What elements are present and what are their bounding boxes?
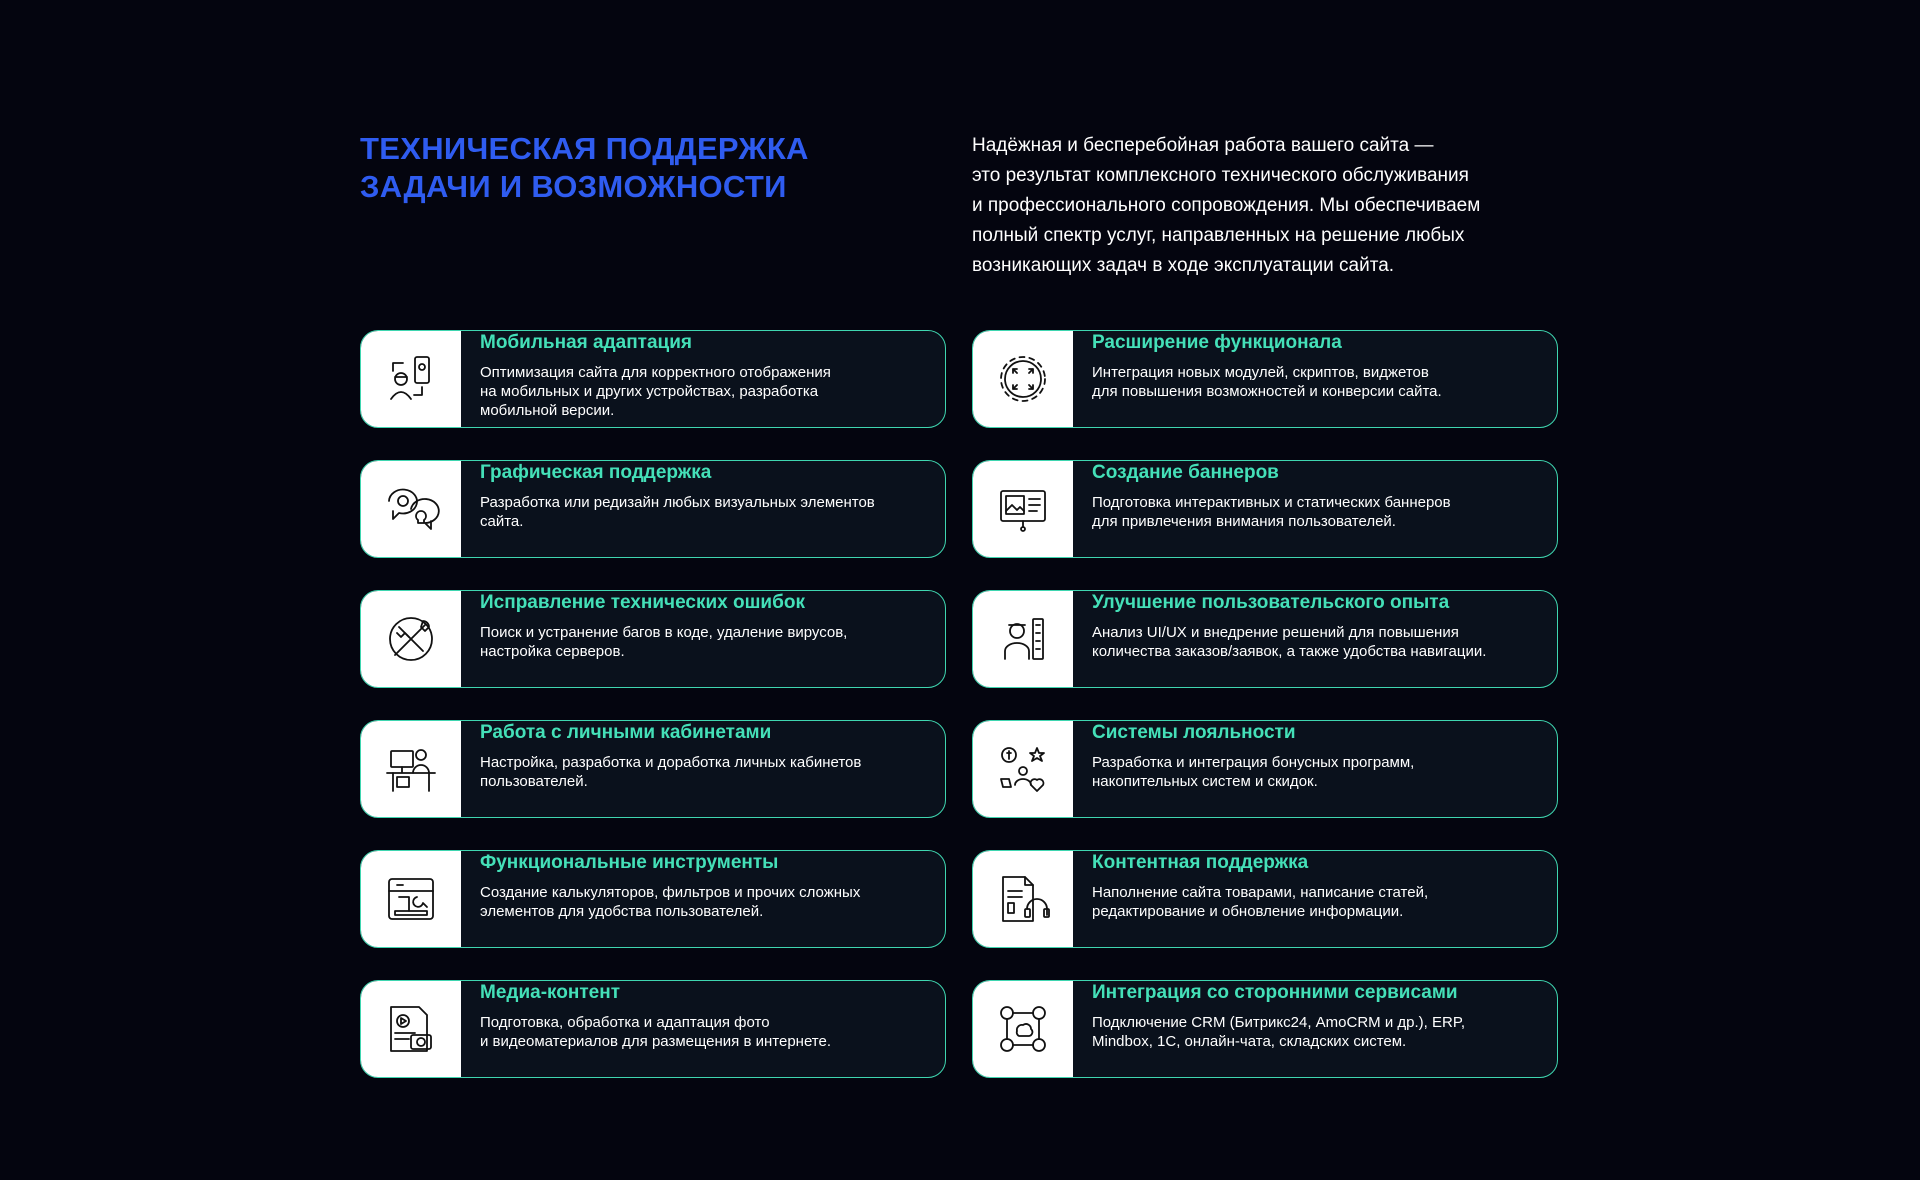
card-description-line: Подключение CRM (Битрикс24, AmoCRM и др.), ERP,	[1092, 1014, 1466, 1031]
intro-line: Надёжная и бесперебойная работа вашего сайта —	[972, 135, 1434, 156]
workstation-user-icon	[361, 721, 461, 817]
card-description	[480, 623, 931, 661]
card-description	[480, 1013, 931, 1051]
card-description	[480, 363, 931, 420]
card-title: Системы лояльности	[1092, 722, 1296, 743]
card-description-line: Интеграция новых модулей, скриптов, виджетов	[1092, 364, 1429, 381]
page-title	[360, 130, 960, 206]
card-description-line: элементов для удобства пользователей.	[480, 903, 764, 920]
integration-network-icon	[973, 981, 1073, 1077]
card-description-line: Создание калькуляторов, фильтров и прочих сложных	[480, 884, 861, 901]
card-description-line: Наполнение сайта товарами, написание статей,	[1092, 884, 1429, 901]
card-description-line: и видеоматериалов для размещения в интернете.	[480, 1033, 831, 1050]
content-support-icon	[973, 851, 1073, 947]
service-card-functional-tools	[360, 850, 946, 948]
card-description-line: редактирование и обновление информации.	[1092, 903, 1404, 920]
card-description-line: количества заказов/заявок, а также удобства навигации.	[1092, 643, 1487, 660]
card-title: Исправление технических ошибок	[480, 592, 805, 613]
card-description-line: Настройка, разработка и доработка личных кабинетов	[480, 754, 862, 771]
card-description-line: Mindbox, 1C, онлайн-чата, складских систем.	[1092, 1033, 1407, 1050]
services-grid	[360, 330, 1560, 1080]
card-description	[1092, 883, 1543, 921]
card-description	[480, 883, 931, 921]
ux-user-icon	[973, 591, 1073, 687]
card-title: Функциональные инструменты	[480, 852, 779, 873]
card-description-line: на мобильных и других устройствах, разработка	[480, 383, 819, 400]
bug-fix-tools-icon	[361, 591, 461, 687]
card-title: Медиа-контент	[480, 982, 621, 1003]
page-title-line: ЗАДАЧИ И ВОЗМОЖНОСТИ	[360, 169, 787, 204]
card-title: Работа с личными кабинетами	[480, 722, 772, 743]
card-title: Улучшение пользовательского опыта	[1092, 592, 1450, 613]
card-description-line: Оптимизация сайта для корректного отображения	[480, 364, 831, 381]
card-description-line: Анализ UI/UX и внедрение решений для повышения	[1092, 624, 1459, 641]
card-description	[1092, 1013, 1543, 1051]
card-description	[1092, 623, 1543, 661]
card-title: Расширение функционала	[1092, 332, 1342, 353]
card-description-line: Подготовка интерактивных и статических баннеров	[1092, 494, 1451, 511]
graphics-ideas-icon	[361, 461, 461, 557]
service-card-loyalty-systems	[972, 720, 1558, 818]
intro-line: возникающих задач в ходе эксплуатации сайта.	[972, 255, 1395, 276]
intro-line: это результат комплексного технического обслуживания	[972, 165, 1469, 186]
card-title: Графическая поддержка	[480, 462, 712, 483]
service-card-third-party-integration	[972, 980, 1558, 1078]
service-card-ux-improvement	[972, 590, 1558, 688]
card-description-line: Разработка или редизайн любых визуальных элементов	[480, 494, 875, 511]
intro-line: полный спектр услуг, направленных на решение любых	[972, 225, 1465, 246]
service-card-error-fixing	[360, 590, 946, 688]
card-description-line: накопительных систем и скидок.	[1092, 773, 1318, 790]
service-card-content-support	[972, 850, 1558, 948]
card-title: Интеграция со сторонними сервисами	[1092, 982, 1458, 1003]
service-card-personal-accounts	[360, 720, 946, 818]
card-description-line: пользователей.	[480, 773, 588, 790]
card-description-line: Подготовка, обработка и адаптация фото	[480, 1014, 770, 1031]
card-description	[480, 753, 931, 791]
intro-line: и профессионального сопровождения. Мы обеспечиваем	[972, 195, 1481, 216]
service-card-banners	[972, 460, 1558, 558]
intro-text	[972, 131, 1572, 281]
card-title: Контентная поддержка	[1092, 852, 1309, 873]
card-description	[1092, 493, 1543, 531]
service-card-mobile-adaptation	[360, 330, 946, 428]
mobile-adaptation-icon	[361, 331, 461, 427]
card-title: Мобильная адаптация	[480, 332, 692, 353]
media-content-icon	[361, 981, 461, 1077]
gear-expand-icon	[973, 331, 1073, 427]
card-description	[480, 493, 931, 531]
toolbox-icon	[361, 851, 461, 947]
loyalty-rewards-icon	[973, 721, 1073, 817]
card-description	[1092, 753, 1543, 791]
service-card-graphics-support	[360, 460, 946, 558]
card-description-line: сайта.	[480, 513, 524, 530]
service-card-functionality-expansion	[972, 330, 1558, 428]
card-description-line: для привлечения внимания пользователей.	[1092, 513, 1396, 530]
card-description	[1092, 363, 1543, 401]
card-title: Создание баннеров	[1092, 462, 1279, 483]
card-description-line: мобильной версии.	[480, 402, 615, 419]
service-card-media-content	[360, 980, 946, 1078]
banner-board-icon	[973, 461, 1073, 557]
card-description-line: настройка серверов.	[480, 643, 625, 660]
card-description-line: для повышения возможностей и конверсии сайта.	[1092, 383, 1442, 400]
card-description-line: Поиск и устранение багов в коде, удаление вирусов,	[480, 624, 848, 641]
page-title-line: ТЕХНИЧЕСКАЯ ПОДДЕРЖКА	[360, 131, 809, 166]
card-description-line: Разработка и интеграция бонусных программ,	[1092, 754, 1415, 771]
